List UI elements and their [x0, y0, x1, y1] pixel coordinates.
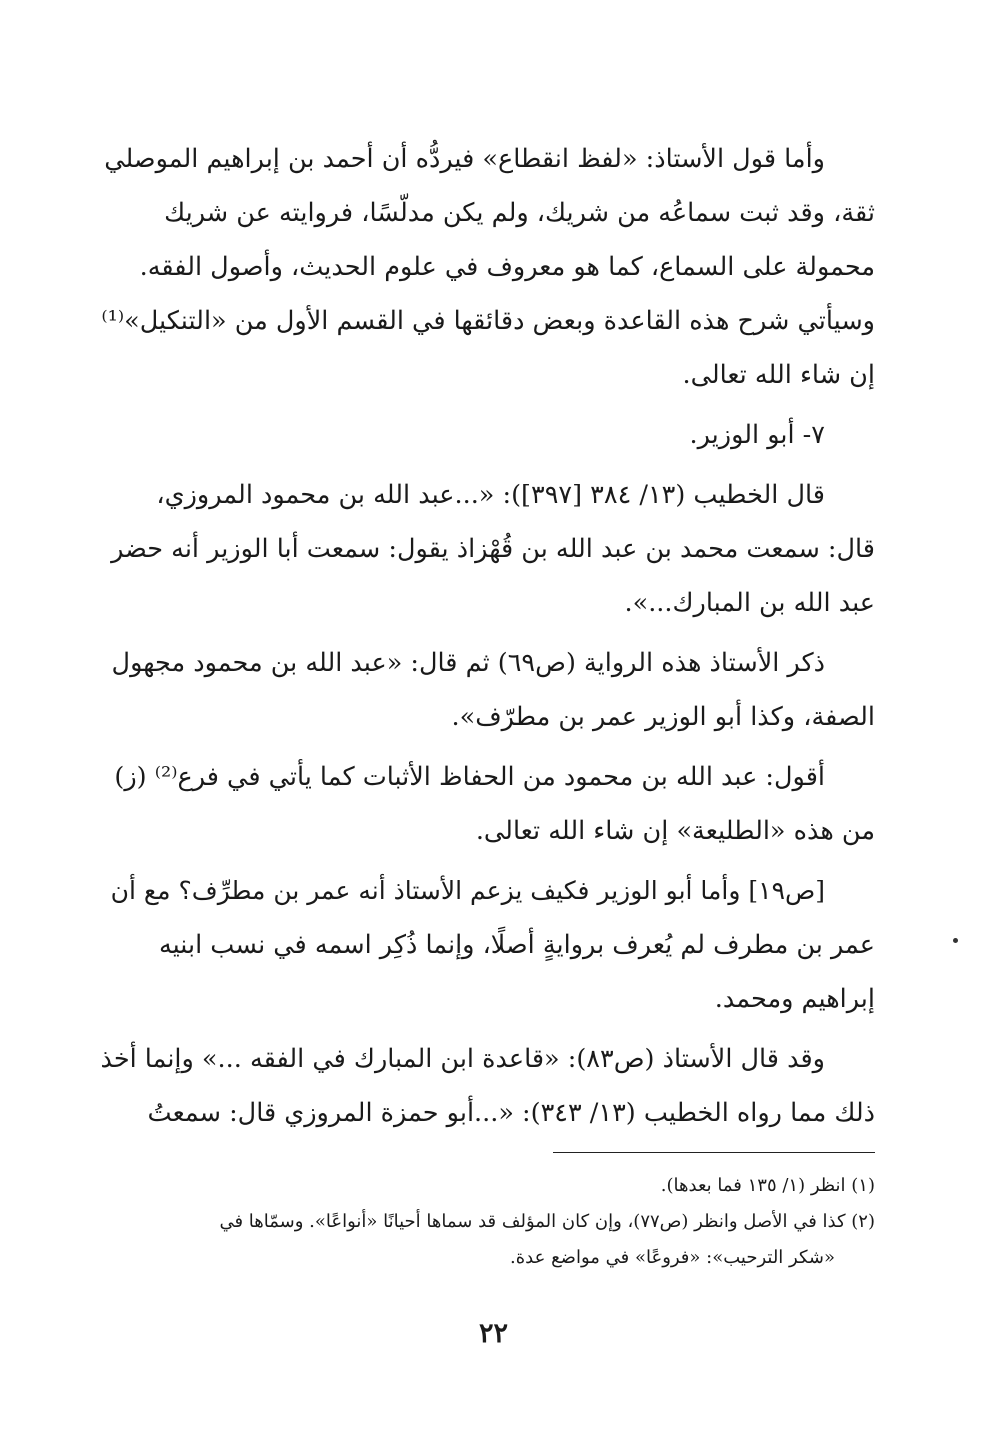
text-line: وقد قال الأستاذ (ص٨٣): «قاعدة ابن المبارك في الفقه ...» وإنما أخذ — [100, 1044, 825, 1074]
text-line: إن شاء الله تعالى. — [682, 360, 875, 390]
text-line: قال: سمعت محمد بن عبد الله بن قُهْزاذ يقول: سمعت أبا الوزير أنه حضر — [111, 534, 875, 564]
footnotes — [100, 1168, 875, 1276]
text-line: من هذه «الطليعة» إن شاء الله تعالى. — [475, 816, 875, 846]
text-line: محمولة على السماع، كما هو معروف في علوم الحديث، وأصول الفقه. — [139, 252, 875, 282]
margin-dot — [953, 938, 958, 943]
footnote-line: «شكر الترحيب»: «فروعًا» في مواضع عدة. — [510, 1247, 835, 1268]
footnote-separator — [553, 1152, 875, 1153]
text-line: ثقة، وقد ثبت سماعُه من شريك، ولم يكن مدلّسًا، فروايته عن شريك — [164, 198, 875, 228]
text-line: قال الخطيب (١٣/ ٣٨٤ [٣٩٧]): «...عبد الله بن محمود المروزي، — [156, 480, 825, 510]
text-line: [ص١٩] وأما أبو الوزير فكيف يزعم الأستاذ أنه عمر بن مطرِّف؟ مع أن — [110, 876, 825, 905]
text-line: ذلك مما رواه الخطيب (١٣/ ٣٤٣): «...أبو حمزة المروزي قال: سمعتُ — [147, 1098, 875, 1128]
footnote-line: (٢) كذا في الأصل وانظر (ص٧٧)، وإن كان المؤلف قد سماها أحيانًا «أنواعًا». وسمّاها في — [219, 1211, 875, 1232]
text-line: إبراهيم ومحمد. — [714, 984, 875, 1014]
main-text — [100, 132, 875, 1140]
text-line: ذكر الأستاذ هذه الرواية (ص٦٩) ثم قال: «عبد الله بن محمود مجهول — [111, 648, 825, 678]
text-line: عمر بن مطرف لم يُعرف بروايةٍ أصلًا، وإنما ذُكِر اسمه في نسب ابنيه — [158, 930, 875, 960]
text-line: وأما قول الأستاذ: «لفظ انقطاع» فيردُّه أن أحمد بن إبراهيم الموصلي — [104, 144, 825, 174]
text-line: وسيأتي شرح هذه القاعدة وبعض دقائقها في القسم الأول من «التنكيل»⁽¹⁾ — [101, 306, 875, 336]
text-line: الصفة، وكذا أبو الوزير عمر بن مطرّف». — [451, 702, 875, 732]
footnote-line: (١) انظر (١/ ١٣٥ فما بعدها). — [660, 1175, 875, 1196]
text-line: أقول: عبد الله بن محمود من الحفاظ الأثبات كما يأتي في فرع⁽²⁾ (ز) — [114, 762, 825, 792]
text-line: ٧- أبو الوزير. — [689, 420, 825, 450]
page-number: ٢٢ — [478, 1318, 508, 1349]
text-line: عبد الله بن المبارك...». — [624, 588, 875, 618]
